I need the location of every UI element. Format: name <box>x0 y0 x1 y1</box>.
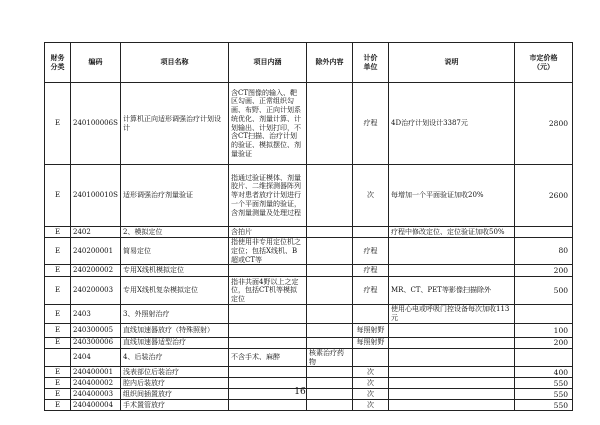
row-content: 不含手术、麻醉 <box>229 348 307 367</box>
header-row <box>45 43 573 83</box>
row-code: 2402 <box>71 227 121 238</box>
table-row <box>45 227 573 238</box>
row-price: 2600 <box>515 165 573 227</box>
row-price: 100 <box>515 323 573 337</box>
row-price: 200 <box>515 265 573 277</box>
header-code: 编码 <box>71 43 121 83</box>
row-content: 指非共面4野以上之定位，包括CT机等模拟定位 <box>229 277 307 305</box>
row-exclusion <box>307 400 353 411</box>
row-name: 简易定位 <box>121 238 229 265</box>
row-name: 腔内后装放疗 <box>121 378 229 389</box>
row-exclusion <box>307 83 353 165</box>
row-price <box>515 348 573 367</box>
table-row <box>45 400 573 411</box>
row-category: E <box>45 323 71 337</box>
row-unit: 疗程 <box>353 238 389 265</box>
row-content: 指使用非专用定位机之定位；包括X线机、B超或CT等 <box>229 238 307 265</box>
row-code: 240100010S <box>71 165 121 227</box>
row-category: E <box>45 337 71 348</box>
row-price: 80 <box>515 238 573 265</box>
row-category: E <box>45 83 71 165</box>
row-exclusion <box>307 277 353 305</box>
row-note <box>389 238 515 265</box>
row-unit <box>353 305 389 324</box>
table-row <box>45 238 573 265</box>
row-note: MR、CT、PET等影像扫描除外 <box>389 277 515 305</box>
row-code: 240400004 <box>71 400 121 411</box>
row-exclusion <box>307 238 353 265</box>
row-content <box>229 400 307 411</box>
row-content <box>229 305 307 324</box>
header-content: 项目内涵 <box>229 43 307 83</box>
row-code: 240200001 <box>71 238 121 265</box>
row-unit: 每照射野 <box>353 337 389 348</box>
row-category: E <box>45 400 71 411</box>
row-unit: 疗程 <box>353 265 389 277</box>
row-price: 400 <box>515 367 573 378</box>
row-code: 2403 <box>71 305 121 324</box>
row-category: E <box>45 389 71 400</box>
header-category: 财务 分类 <box>45 43 71 83</box>
row-code: 240300005 <box>71 323 121 337</box>
row-exclusion: 核素治疗药物 <box>307 348 353 367</box>
row-note: 疗程中修改定位、定位验证加收50% <box>389 227 515 238</box>
row-price: 550 <box>515 389 573 400</box>
row-exclusion <box>307 305 353 324</box>
table-row <box>45 367 573 378</box>
row-code: 240200003 <box>71 277 121 305</box>
row-unit: 次 <box>353 367 389 378</box>
row-content: 指通过验证模体、剂量胶片、二维探测器阵列等对患者放疗计划进行一个平面剂量的验证，含剂量测量及处理过程 <box>229 165 307 227</box>
row-category: E <box>45 305 71 324</box>
row-note <box>389 400 515 411</box>
row-code: 240400002 <box>71 378 121 389</box>
row-category: E <box>45 378 71 389</box>
row-note <box>389 265 515 277</box>
table-row <box>45 265 573 277</box>
row-price: 2800 <box>515 83 573 165</box>
row-name: 组织间插置放疗 <box>121 389 229 400</box>
row-category: E <box>45 367 71 378</box>
row-note <box>389 323 515 337</box>
row-price <box>515 227 573 238</box>
row-exclusion <box>307 323 353 337</box>
row-content: 含拍片 <box>229 227 307 238</box>
row-note <box>389 367 515 378</box>
row-price <box>515 305 573 324</box>
row-note: 使用心电或呼吸门控设备每次加收113元 <box>389 305 515 324</box>
table-row <box>45 305 573 324</box>
header-name: 项目名称 <box>121 43 229 83</box>
row-category: E <box>45 165 71 227</box>
page-number: 16 <box>294 387 306 397</box>
table-row <box>45 323 573 337</box>
table-row <box>45 277 573 305</box>
row-note: 4D治疗计划设计3387元 <box>389 83 515 165</box>
row-note: 每增加一个平面验证加收20% <box>389 165 515 227</box>
row-unit <box>353 227 389 238</box>
row-code: 240200002 <box>71 265 121 277</box>
row-name: 直线加速器适型治疗 <box>121 337 229 348</box>
table-row <box>45 83 573 165</box>
row-exclusion <box>307 367 353 378</box>
row-name: 浅表部位后装治疗 <box>121 367 229 378</box>
header-note: 说明 <box>389 43 515 83</box>
row-name: 适形调强治疗剂量验证 <box>121 165 229 227</box>
table-row <box>45 337 573 348</box>
row-content <box>229 323 307 337</box>
row-category: E <box>45 227 71 238</box>
row-name: 计算机正向适形调强治疗计划设计 <box>121 83 229 165</box>
row-note <box>389 348 515 367</box>
row-code: 240400001 <box>71 367 121 378</box>
row-name: 手术置管放疗 <box>121 400 229 411</box>
row-name: 专用X线机模拟定位 <box>121 265 229 277</box>
row-note <box>389 337 515 348</box>
row-unit: 疗程 <box>353 277 389 305</box>
row-unit: 次 <box>353 165 389 227</box>
row-unit: 次 <box>353 400 389 411</box>
row-price: 200 <box>515 337 573 348</box>
row-category: E <box>45 265 71 277</box>
price-table <box>44 42 573 411</box>
row-category <box>45 348 71 367</box>
row-unit: 疗程 <box>353 83 389 165</box>
row-unit: 次 <box>353 378 389 389</box>
row-code: 240400003 <box>71 389 121 400</box>
row-content <box>229 265 307 277</box>
row-name: 直线加速器放疗（特殊照射） <box>121 323 229 337</box>
row-name: 4、后装治疗 <box>121 348 229 367</box>
row-unit <box>353 348 389 367</box>
row-content <box>229 337 307 348</box>
row-code: 240300006 <box>71 337 121 348</box>
row-exclusion <box>307 337 353 348</box>
header-unit: 计价 单位 <box>353 43 389 83</box>
header-exclusion: 除外内容 <box>307 43 353 83</box>
row-exclusion <box>307 265 353 277</box>
row-code: 2404 <box>71 348 121 367</box>
table-row <box>45 348 573 367</box>
row-price: 500 <box>515 277 573 305</box>
row-content <box>229 367 307 378</box>
row-code: 240100006S <box>71 83 121 165</box>
row-price: 550 <box>515 400 573 411</box>
row-content: 含CT图像的输入、靶区勾画、正常组织勾画、布野、正向计划系统优化、剂量计算、计划输出、计划打印，不含CT扫描、治疗计划的验证、模拟摆位、剂量验证 <box>229 83 307 165</box>
row-price: 550 <box>515 378 573 389</box>
row-category: E <box>45 277 71 305</box>
table-row <box>45 165 573 227</box>
row-unit: 每照射野 <box>353 323 389 337</box>
row-name: 3、外照射治疗 <box>121 305 229 324</box>
row-exclusion <box>307 227 353 238</box>
row-unit: 次 <box>353 389 389 400</box>
row-category: E <box>45 238 71 265</box>
row-name: 2、模拟定位 <box>121 227 229 238</box>
header-price: 市定价格 （元） <box>515 43 573 83</box>
row-exclusion <box>307 165 353 227</box>
row-name: 专用X线机复杂模拟定位 <box>121 277 229 305</box>
